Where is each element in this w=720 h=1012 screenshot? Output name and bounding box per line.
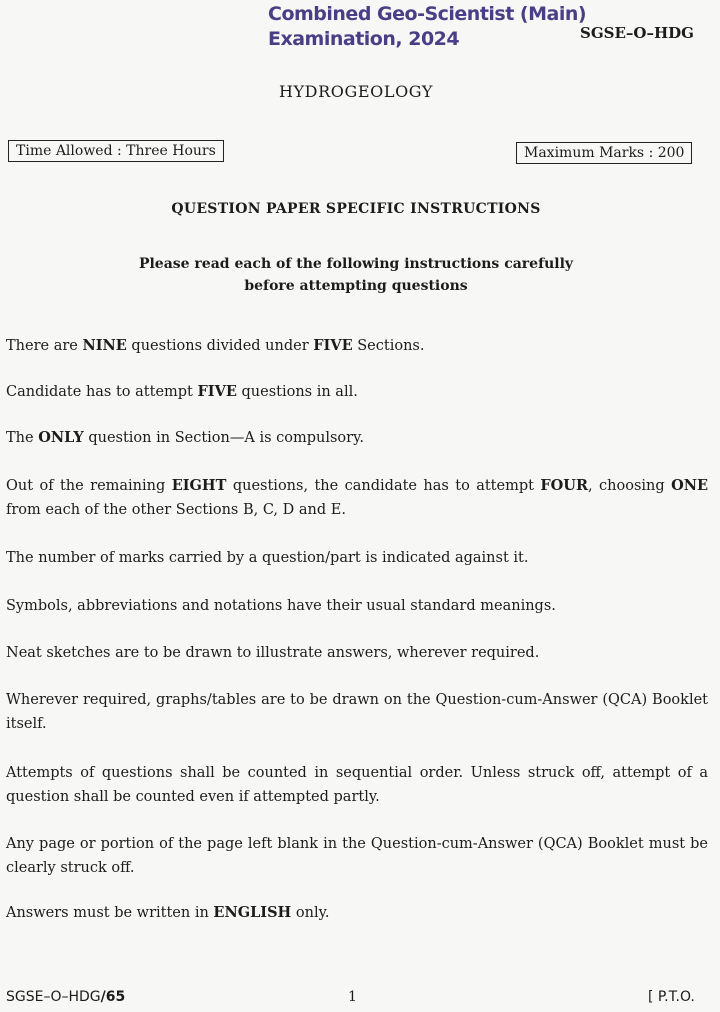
instruction-language: Answers must be written in ENGLISH only. — [6, 904, 330, 921]
paper-code: SGSE–O–HDG — [580, 24, 694, 42]
instruction-attempt-count: Candidate has to attempt FIVE questions in all. — [6, 383, 358, 400]
exam-stamp — [268, 2, 586, 52]
instruction-sketches: Neat sketches are to be drawn to illustrate answers, wherever required. — [6, 645, 540, 661]
page-number: 1 — [348, 989, 357, 1005]
maximum-marks-box: Maximum Marks : 200 — [516, 142, 692, 164]
subheading-line-2: before attempting questions — [244, 278, 468, 294]
please-turn-over: [ P.T.O. — [648, 989, 695, 1005]
stamp-line-1: Combined Geo-Scientist (Main) — [268, 3, 587, 25]
subheading-line-1: Please read each of the following instructions carefully — [138, 256, 574, 272]
instructions-heading: QUESTION PAPER SPECIFIC INSTRUCTIONS — [171, 201, 541, 217]
time-allowed-box: Time Allowed : Three Hours — [8, 140, 224, 162]
subject-title: HYDROGEOLOGY — [278, 82, 434, 101]
instruction-blank-pages: Any page or portion of the page left blank in the Question-cum-Answer (QCA) Booklet must be clearly struck off. — [6, 836, 708, 876]
instruction-marks: The number of marks carried by a question/part is indicated against it. — [6, 550, 529, 566]
footer-paper-code: SGSE–O–HDG/65 — [6, 989, 126, 1005]
instruction-graphs: Wherever required, graphs/tables are to be drawn on the Question-cum-Answer (QCA) Booklet itself. — [6, 692, 708, 732]
instruction-sequential: Attempts of questions shall be counted in sequential order. Unless struck off, attempt of a question shall be counted even if attempted partly. — [6, 765, 708, 805]
instruction-sections: There are NINE questions divided under FIVE Sections. — [6, 337, 425, 354]
instruction-compulsory: The ONLY question in Section—A is compulsory. — [6, 429, 364, 446]
instructions-subheading — [0, 253, 712, 297]
stamp-line-2: Examination, 2024 — [268, 28, 460, 50]
instruction-choice: Out of the remaining EIGHT questions, the candidate has to attempt FOUR, choosing ONE from each of the other Sections B, C, D and E. — [6, 477, 708, 518]
instruction-symbols: Symbols, abbreviations and notations have their usual standard meanings. — [6, 598, 556, 614]
